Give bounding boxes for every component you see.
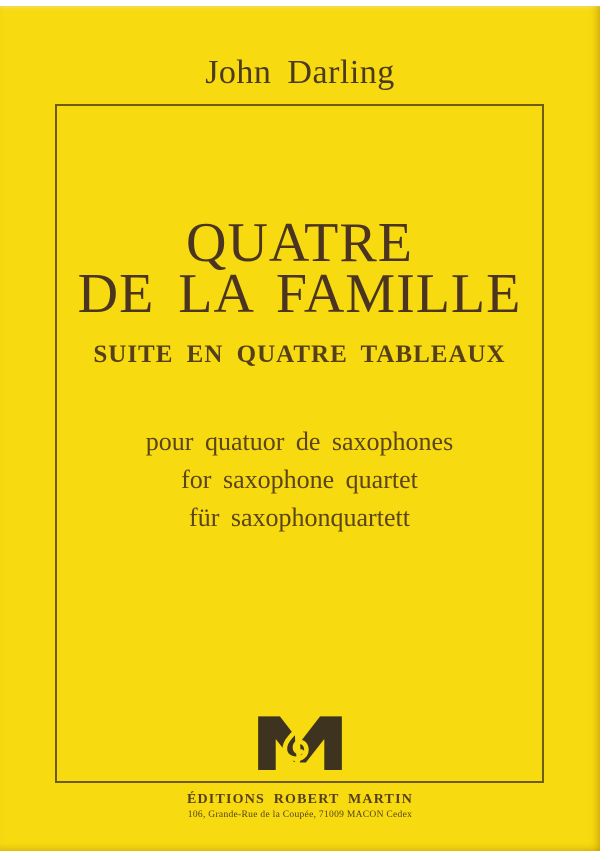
composer-name: John Darling xyxy=(205,54,395,91)
work-title-line1: QUATRE xyxy=(186,212,413,274)
publisher-block xyxy=(0,792,600,820)
publisher-logo xyxy=(258,703,342,770)
publisher-logo-graphic xyxy=(258,703,342,770)
decorative-frame xyxy=(55,104,544,783)
treble-clef-icon xyxy=(284,706,306,767)
work-subtitle: SUITE EN QUATRE TABLEAUX xyxy=(93,341,506,368)
instrumentation-french: pour quatuor de saxophones xyxy=(145,427,454,456)
instrumentation-german: für saxophonquartett xyxy=(189,503,410,532)
instrumentation-block xyxy=(57,423,542,537)
publisher-name: ÉDITIONS ROBERT MARTIN xyxy=(186,792,414,807)
publisher-address: 106, Grande-Rue de la Coupée, 71009 MACON Cedex xyxy=(187,810,413,820)
instrumentation-english: for saxophone quartet xyxy=(181,465,418,494)
work-title xyxy=(57,212,542,325)
work-title-line2: DE LA FAMILLE xyxy=(77,263,522,325)
score-cover xyxy=(0,6,600,851)
